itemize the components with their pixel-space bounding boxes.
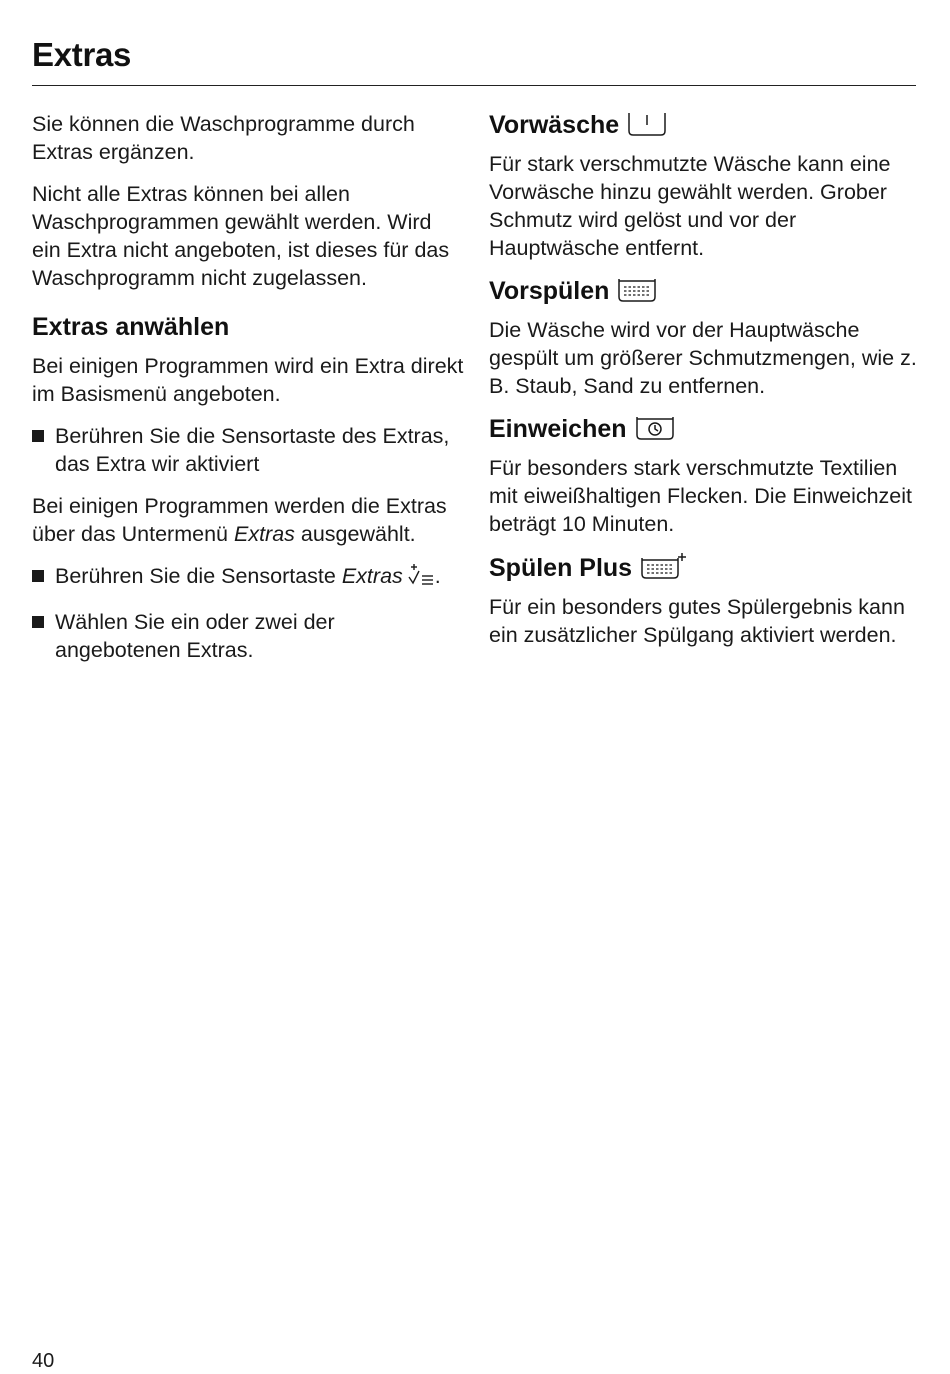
bullet-item-2 [32,562,464,594]
page-number: 40 [32,1350,55,1372]
paragraph-untermenu-emphasis: Extras [233,522,295,546]
section-title-vorspuelen-text: Vorspülen [489,277,610,305]
bullet-item-1 [32,422,464,478]
prewash-icon [627,111,667,137]
prerinse-icon [617,277,657,303]
bullet-square-icon [32,430,44,442]
section-text-vorspuelen: Die Wäsche wird vor der Hauptwäsche gespült um größerer Schmutzmengen, wie z. B. Staub, Sand zu entfernen. [489,318,917,398]
section-title-spuelen-plus-text: Spülen Plus [489,554,633,582]
bullet-text-1: Berühren Sie die Sensortaste des Extras, das Extra wir aktiviert [55,424,450,476]
soak-icon [635,415,675,441]
paragraph-untermenu-text-a: Bei einigen Programmen werden die Extras über das Untermenü [32,494,447,546]
bullet-square-icon [32,616,44,628]
bullet-square-icon [32,570,44,582]
bullet-item-3 [32,608,464,664]
title-divider [32,85,916,86]
section-title-vorspuelen [489,276,921,306]
section-title-extras-anwaehlen: Extras anwählen [32,313,230,341]
section-title-spuelen-plus [489,552,921,583]
bullet-text-2b: . [434,564,441,588]
section-text-einweichen: Für besonders stark verschmutzte Textilien mit eiweißhaltigen Flecken. Die Einweichzeit beträgt 10 Minuten. [489,456,913,536]
left-column [32,110,464,678]
section-text-vorwaesche: Für stark verschmutzte Wäsche kann eine Vorwäsche hinzu gewählt werden. Grober Schmutz wird gelöst und vor der Hauptwäsche entfernt. [489,152,891,260]
section-spuelen-plus [489,552,921,649]
bullet-text-2a: Berühren Sie die Sensortaste [55,564,342,588]
section-title-einweichen-text: Einweichen [489,415,627,443]
intro-paragraph-1: Sie können die Waschprogramme durch Extras ergänzen. [32,112,415,164]
section-vorspuelen [489,276,921,400]
paragraph-untermenu [32,492,464,548]
section-einweichen [489,414,921,538]
rinse-plus-icon [640,552,686,580]
paragraph-untermenu-text-b: ausgewählt. [294,522,416,546]
paragraph-basismenu: Bei einigen Programmen wird ein Extra direkt im Basismenü angeboten. [32,354,464,406]
page-title: Extras [32,36,132,73]
bullet-text-2-emphasis: Extras [341,564,403,588]
intro-paragraph-2: Nicht alle Extras können bei allen Waschprogrammen gewählt werden. Wird ein Extra nicht angeboten, ist dieses für das Waschprogramm nicht zugelassen. [32,182,450,290]
section-text-spuelen-plus: Für ein besonders gutes Spülergebnis kann ein zusätzlicher Spülgang aktiviert werden. [489,595,905,647]
right-column [489,110,921,663]
section-vorwaesche [489,110,921,262]
bullet-text-3: Wählen Sie ein oder zwei der angebotenen Extras. [55,610,335,662]
section-title-vorwaesche-text: Vorwäsche [489,111,620,139]
section-title-einweichen [489,414,921,444]
section-title-vorwaesche [489,110,921,140]
extras-menu-icon [407,563,435,594]
